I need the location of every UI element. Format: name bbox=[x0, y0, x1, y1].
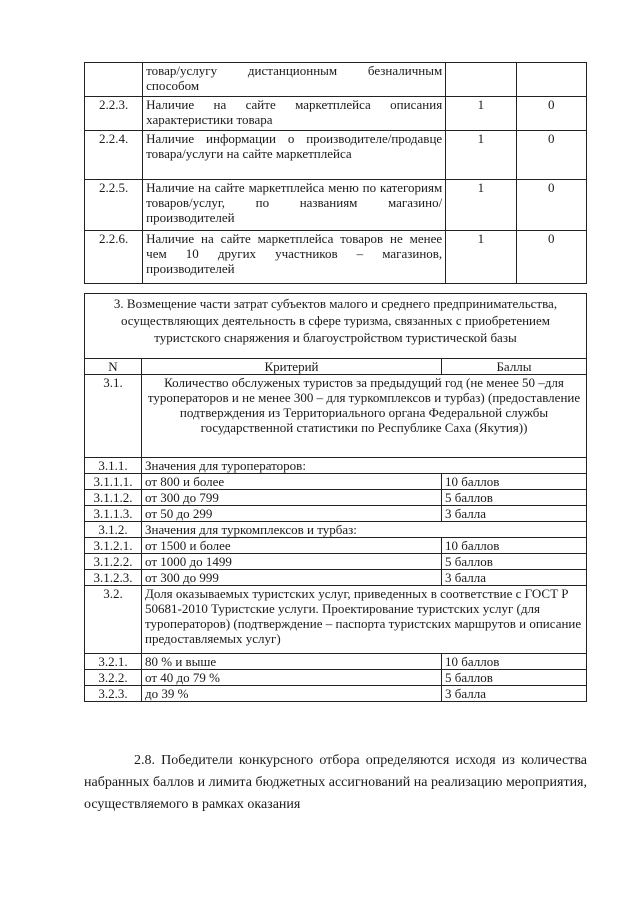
row-points: 5 баллов bbox=[442, 490, 587, 506]
row-points: 10 баллов bbox=[442, 654, 587, 670]
row-points: 3 балла bbox=[442, 570, 587, 586]
section-title-row bbox=[85, 294, 587, 359]
table-header-row bbox=[85, 359, 587, 375]
row-criterion: Доля оказываемых туристских услуг, приведенных в соответствие с ГОСТ Р 50681-2010 Туристские услуги. Проектирование туристских услуг (для туроператоров) (подтверждение – паспорта туристских маршрутов и описание предоставляемых услуг) bbox=[142, 586, 587, 654]
row-criterion: товар/услугу дистанционным безналичным способом bbox=[143, 63, 446, 97]
criteria-table-2-2 bbox=[84, 62, 587, 284]
row-number: 3.1. bbox=[85, 375, 142, 458]
row-number: 3.2. bbox=[85, 586, 142, 654]
row-criterion: от 40 до 79 % bbox=[142, 670, 442, 686]
row-number: 3.1.2.2. bbox=[85, 554, 142, 570]
row-value-yes: 1 bbox=[446, 180, 516, 231]
row-criterion: от 1000 до 1499 bbox=[142, 554, 442, 570]
table-row bbox=[85, 686, 587, 702]
row-criterion: Наличие на сайте маркетплейса описания характеристики товара bbox=[143, 97, 446, 131]
row-criterion: Значения для туркомплексов и турбаз: bbox=[142, 522, 587, 538]
row-value-no: 0 bbox=[516, 131, 586, 180]
row-number: 3.2.2. bbox=[85, 670, 142, 686]
table-row bbox=[85, 654, 587, 670]
table-row bbox=[85, 180, 587, 231]
table-row bbox=[85, 506, 587, 522]
header-points: Баллы bbox=[442, 359, 587, 375]
row-criterion: Количество обслуженых туристов за предыдущий год (не менее 50 –для туроператоров и не менее 300 – для туркомплексов и турбаз) (предоставление подтверждения из Территориального органа Федеральной службы государственной статистики по Республике Саха (Якутия)) bbox=[142, 375, 587, 458]
row-number: 3.1.1.3. bbox=[85, 506, 142, 522]
row-value-yes: 1 bbox=[446, 131, 516, 180]
row-points: 10 баллов bbox=[442, 538, 587, 554]
header-n: N bbox=[85, 359, 142, 375]
row-number: 2.2.6. bbox=[85, 231, 143, 284]
table-row bbox=[85, 458, 587, 474]
row-number: 3.1.2.1. bbox=[85, 538, 142, 554]
table-row bbox=[85, 474, 587, 490]
row-criterion: от 800 и более bbox=[142, 474, 442, 490]
row-criterion: 80 % и выше bbox=[142, 654, 442, 670]
row-number: 3.1.2.3. bbox=[85, 570, 142, 586]
row-value-yes: 1 bbox=[446, 231, 516, 284]
table-row bbox=[85, 490, 587, 506]
criteria-table-section-3 bbox=[84, 293, 587, 702]
row-value-no bbox=[516, 63, 586, 97]
table-row bbox=[85, 131, 587, 180]
row-number: 3.1.1.1. bbox=[85, 474, 142, 490]
row-number: 2.2.3. bbox=[85, 97, 143, 131]
row-points: 3 балла bbox=[442, 686, 587, 702]
row-points: 5 баллов bbox=[442, 670, 587, 686]
table-row bbox=[85, 63, 587, 97]
row-points: 10 баллов bbox=[442, 474, 587, 490]
table-row bbox=[85, 670, 587, 686]
row-value-yes bbox=[446, 63, 516, 97]
row-value-no: 0 bbox=[516, 97, 586, 131]
table-row bbox=[85, 97, 587, 131]
row-criterion: от 50 до 299 bbox=[142, 506, 442, 522]
row-number: 2.2.4. bbox=[85, 131, 143, 180]
row-criterion: Наличие на сайте маркетплейса товаров не менее чем 10 других участников – магазинов, производителей bbox=[143, 231, 446, 284]
row-number: 3.1.2. bbox=[85, 522, 142, 538]
row-value-no: 0 bbox=[516, 180, 586, 231]
row-criterion: Наличие информации о производителе/продавце товара/услуги на сайте маркетплейса bbox=[143, 131, 446, 180]
header-criteria: Критерий bbox=[142, 359, 442, 375]
row-criterion: Наличие на сайте маркетплейса меню по категориям товаров/услуг, по названиям магазино/производителей bbox=[143, 180, 446, 231]
table-row bbox=[85, 538, 587, 554]
section-title: 3. Возмещение части затрат субъектов малого и среднего предпринимательства, осуществляющих деятельность в сфере туризма, связанных с приобретением туристского снаряжения и благоустройством туристической базы bbox=[85, 294, 587, 359]
row-value-yes: 1 bbox=[446, 97, 516, 131]
row-criterion: до 39 % bbox=[142, 686, 442, 702]
row-criterion: от 300 до 999 bbox=[142, 570, 442, 586]
row-number: 3.2.3. bbox=[85, 686, 142, 702]
row-criterion: от 1500 и более bbox=[142, 538, 442, 554]
table-row bbox=[85, 570, 587, 586]
row-points: 3 балла bbox=[442, 506, 587, 522]
row-number: 3.1.1.2. bbox=[85, 490, 142, 506]
table-row bbox=[85, 522, 587, 538]
row-number bbox=[85, 63, 143, 97]
row-number: 3.1.1. bbox=[85, 458, 142, 474]
table-row bbox=[85, 231, 587, 284]
row-number: 2.2.5. bbox=[85, 180, 143, 231]
row-value-no: 0 bbox=[516, 231, 586, 284]
row-number: 3.2.1. bbox=[85, 654, 142, 670]
row-criterion: от 300 до 799 bbox=[142, 490, 442, 506]
table-row bbox=[85, 586, 587, 654]
row-points: 5 баллов bbox=[442, 554, 587, 570]
table-row bbox=[85, 375, 587, 458]
paragraph-2-8: 2.8. Победители конкурсного отбора определяются исходя из количества набранных баллов и лимита бюджетных ассигнований на реализацию мероприятия, осуществляемого в рамках оказания bbox=[84, 753, 587, 812]
row-criterion: Значения для туроператоров: bbox=[142, 458, 587, 474]
table-row bbox=[85, 554, 587, 570]
